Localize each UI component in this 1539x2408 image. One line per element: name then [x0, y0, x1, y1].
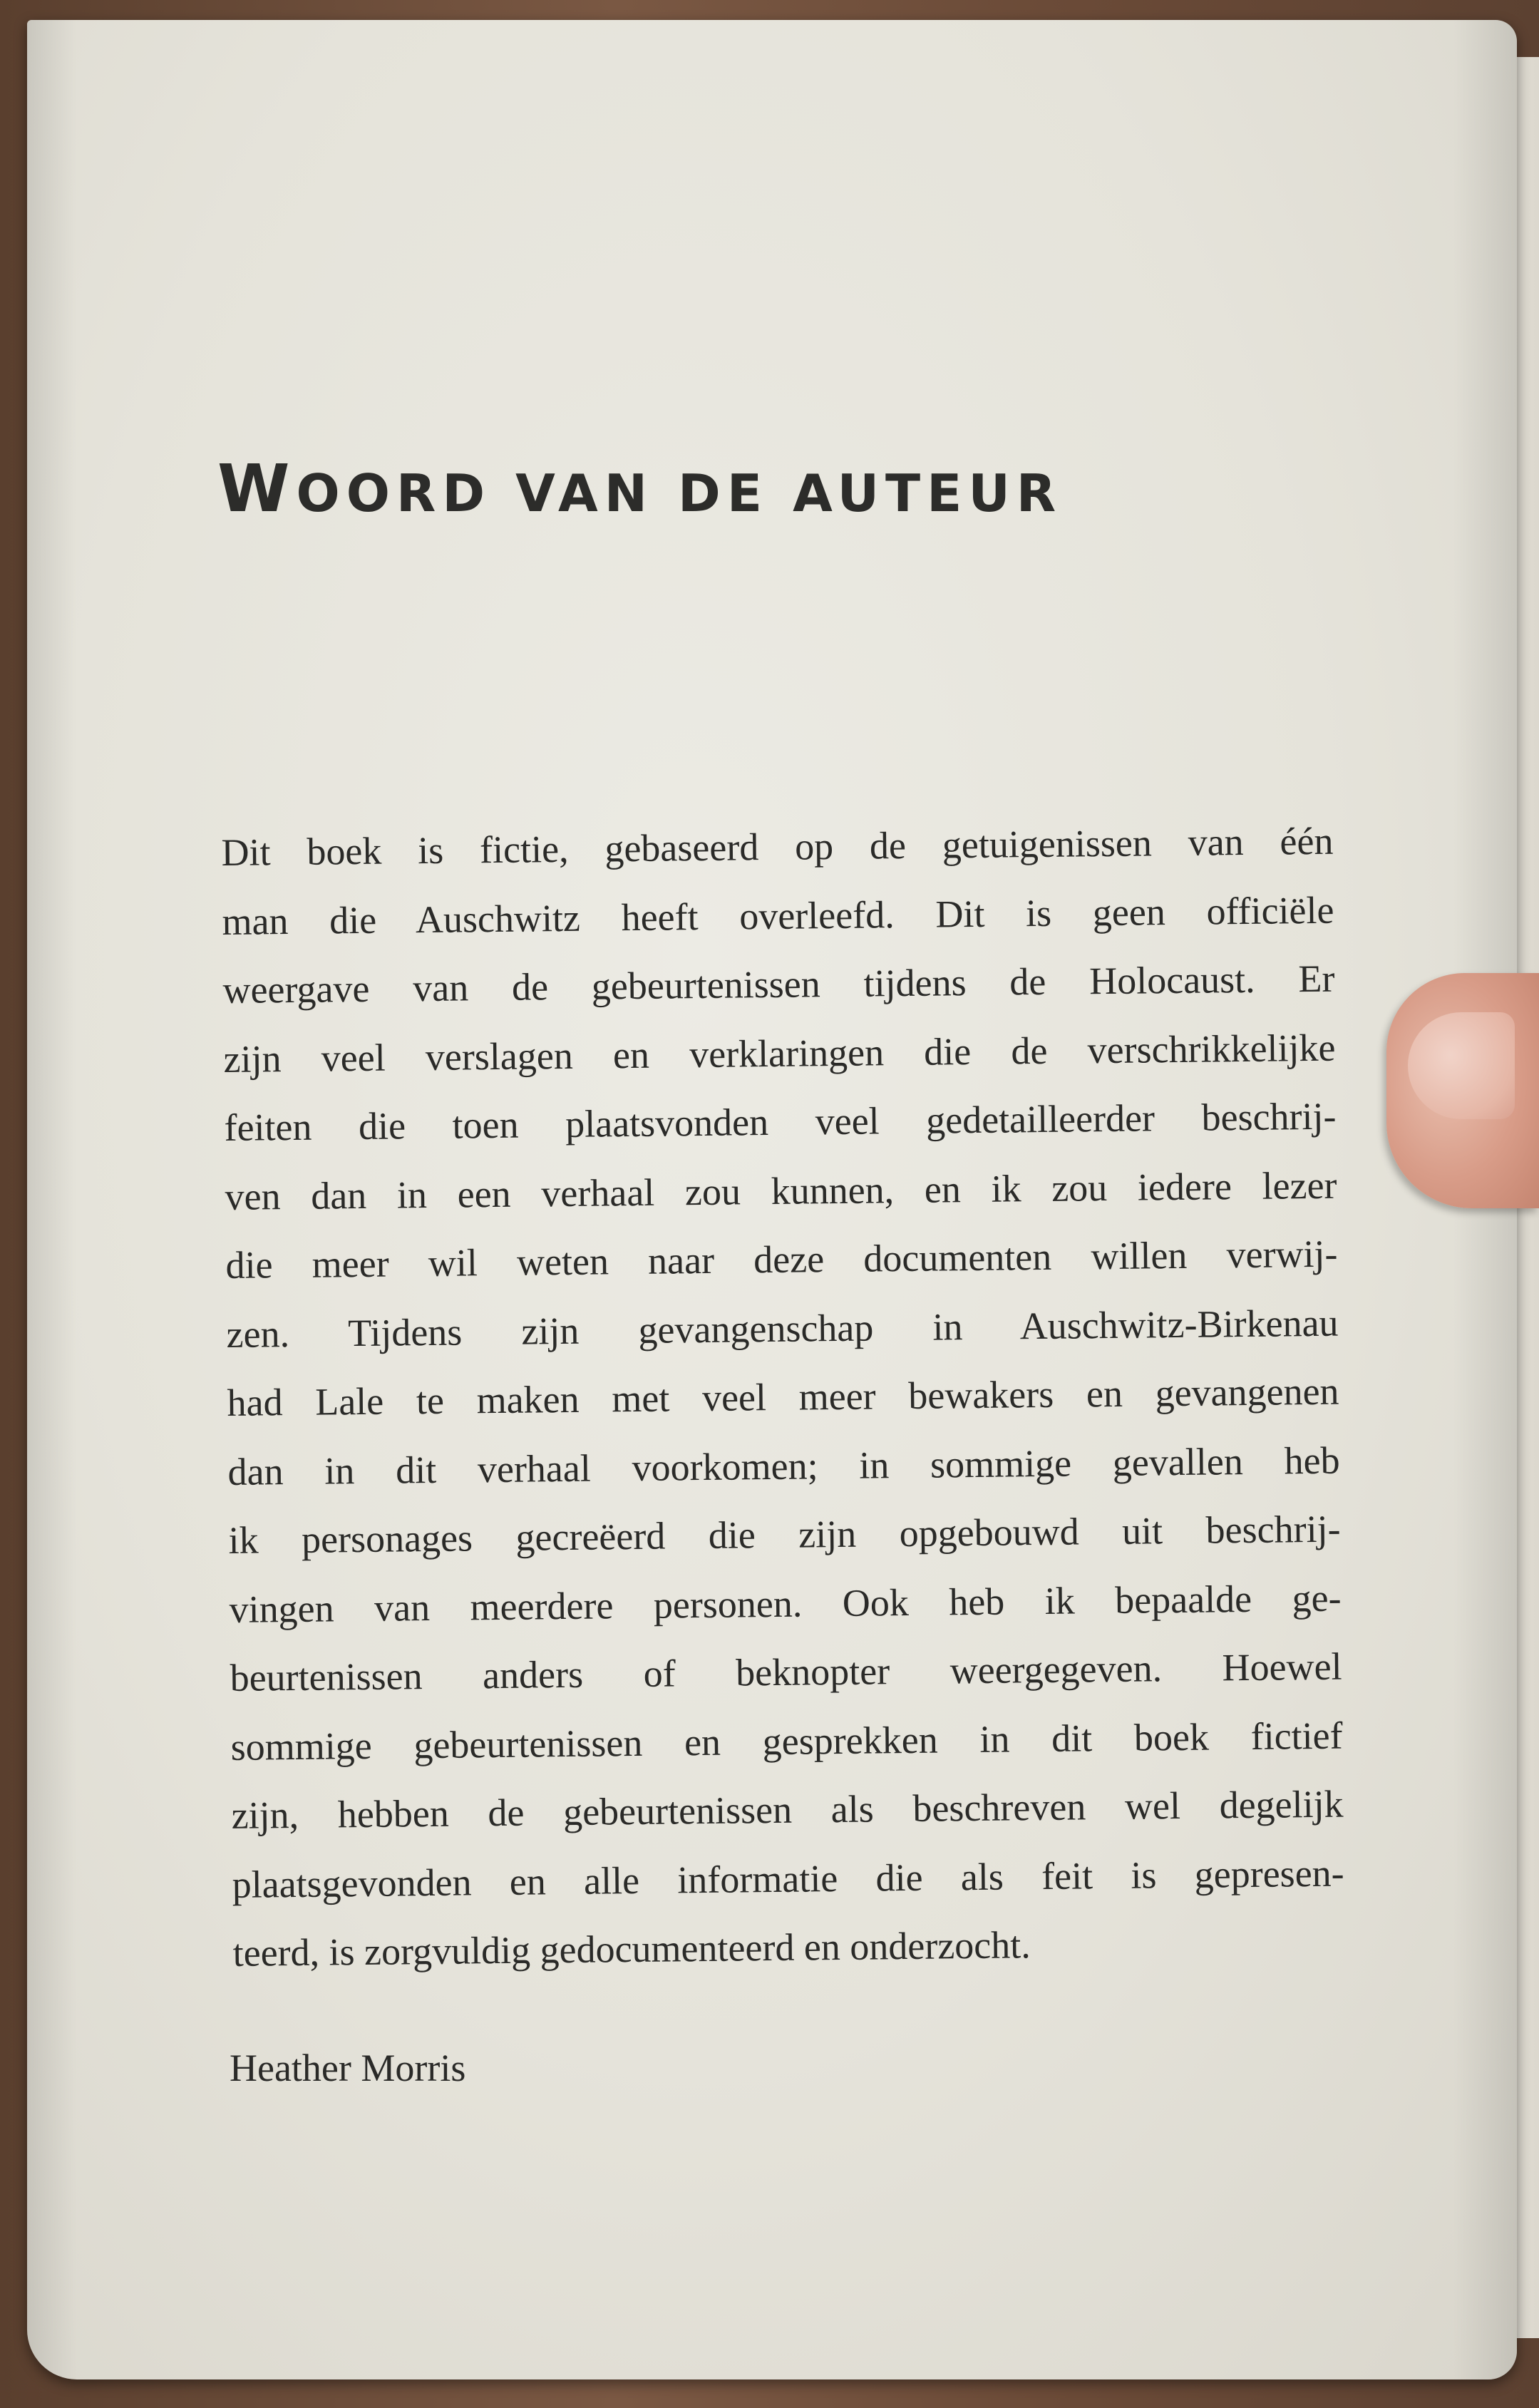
- text-line: beurtenissen anders of beknopter weergegeven. Hoewel: [230, 1645, 1342, 1699]
- text-line: plaatsgevonden en alle informatie die als feit is gepresen-: [232, 1851, 1344, 1906]
- text-line: man die Auschwitz heeft overleefd. Dit is geen officiële: [222, 888, 1334, 943]
- thumb: [1386, 973, 1539, 1208]
- text-line: dan in dit verhaal voorkomen; in sommige gevallen heb: [227, 1439, 1340, 1493]
- text-line: zijn, hebben de gebeurtenissen als beschreven wel degelijk: [231, 1782, 1344, 1837]
- text-line: teerd, is zorgvuldig gedocumenteerd en onderzocht.: [232, 1923, 1031, 1975]
- text-line: had Lale te maken met veel meer bewakers en gevangenen: [227, 1369, 1339, 1424]
- author-signature: Heather Morris: [230, 2047, 466, 2089]
- text-line: zijn veel verslagen en verklaringen die de verschrikkelijke: [223, 1026, 1336, 1081]
- text-line: die meer wil weten naar deze documenten willen verwij-: [225, 1232, 1338, 1287]
- text-line: Dit boek is fictie, gebaseerd op de getuigenissen van één: [221, 819, 1334, 874]
- thumb-nail: [1408, 1012, 1515, 1119]
- heading-first-letter: W: [217, 451, 297, 527]
- text-line: ik personages gecreëerd die zijn opgebouwd uit beschrij-: [228, 1507, 1341, 1562]
- text-line: vingen van meerdere personen. Ook heb ik bepaalde ge-: [229, 1576, 1342, 1631]
- text-line: ven dan in een verhaal zou kunnen, en ik zou iedere lezer: [225, 1163, 1337, 1218]
- page-shadow-left: [27, 20, 77, 2379]
- heading-rest: OORD VAN DE AUTEUR: [296, 463, 1063, 523]
- chapter-heading: [217, 451, 1063, 527]
- text-line: sommige gebeurtenissen en gesprekken in dit boek fictief: [230, 1714, 1343, 1769]
- text-line: weergave van de gebeurtenissen tijdens de Holocaust. Er: [222, 957, 1335, 1012]
- body-paragraph: [221, 807, 1345, 1988]
- text-line: feiten die toen plaatsvonden veel gedetailleerder beschrij-: [224, 1094, 1337, 1149]
- text-line: zen. Tijdens zijn gevangenschap in Auschwitz-Birkenau: [226, 1301, 1339, 1356]
